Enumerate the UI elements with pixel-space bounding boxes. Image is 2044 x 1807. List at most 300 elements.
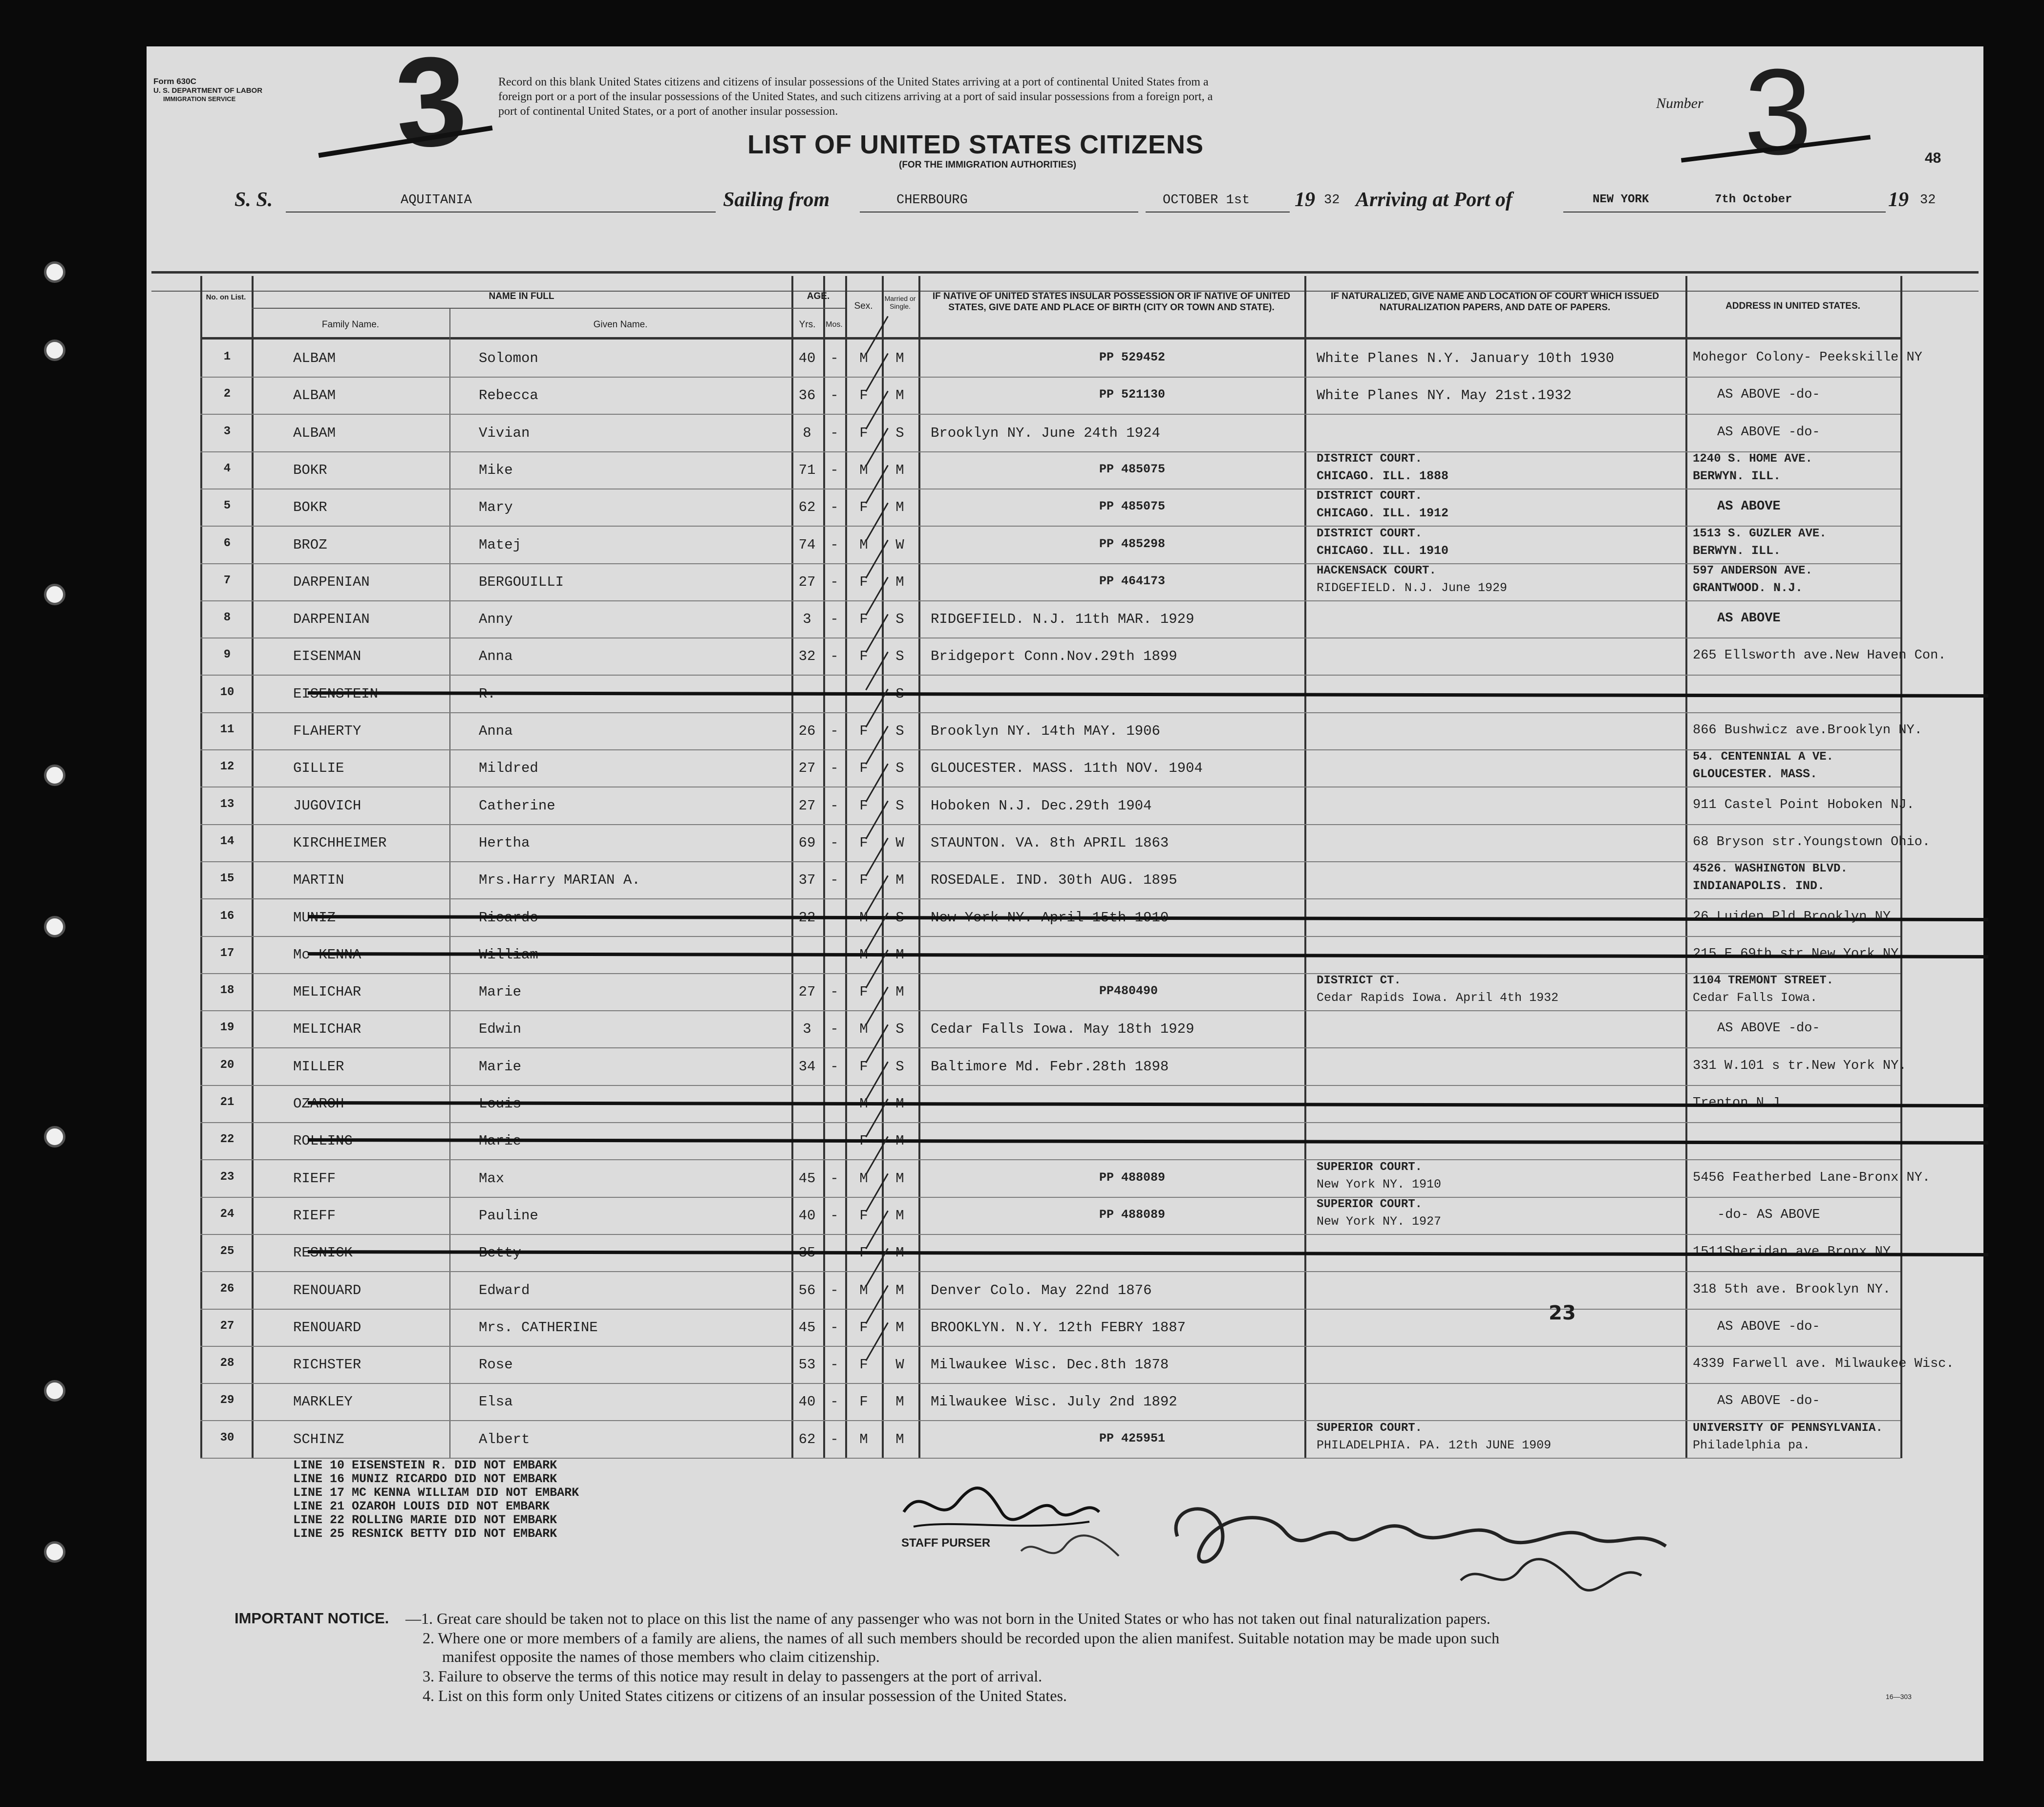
table-row: [147, 1122, 1983, 1159]
preamble: Record on this blank United States citizens and citizens of insular possessions of the United States arriving at a port of continental United States from a foreign port or a port of the insular possessions of the United States, and such citizens arriving at a port of said insular possessions from a foreign port, a port of continental United States, or a port of another insular possession.: [498, 76, 1213, 118]
age-months: -: [830, 1282, 839, 1298]
list-number: 13: [220, 797, 234, 811]
list-number: 11: [220, 723, 234, 736]
header-list-no: No. on List.: [206, 293, 246, 301]
address-line-1: 1240 S. HOME AVE.: [1693, 452, 1812, 466]
naturalization-court: DISTRICT CT.: [1317, 974, 1401, 988]
address-line-1: AS ABOVE: [1717, 611, 1781, 626]
sex: M: [859, 1021, 868, 1038]
age-months: -: [830, 760, 839, 777]
family-name: RENOUARD: [293, 1282, 362, 1298]
birth-info: Brooklyn NY. June 24th 1924: [931, 425, 1160, 441]
age-years: 35: [798, 1245, 816, 1261]
age-months: -: [830, 1394, 839, 1410]
header-name-in-full: NAME IN FULL: [489, 291, 554, 301]
family-name: ALBAM: [293, 425, 336, 441]
given-name: Elsa: [479, 1394, 513, 1410]
marital-status: M: [895, 946, 904, 963]
marital-status: M: [895, 1282, 904, 1298]
birth-info: PP 488089: [1099, 1207, 1166, 1222]
age-months: -: [830, 350, 839, 366]
punch-hole: [44, 1380, 65, 1402]
given-name: Edward: [479, 1282, 530, 1298]
list-number: 17: [220, 946, 234, 960]
age-years: 27: [798, 797, 816, 814]
sex: F: [859, 425, 868, 441]
sex: F: [859, 1394, 868, 1410]
table-row: [147, 1010, 1983, 1047]
table-row: [147, 787, 1983, 824]
address-line-2: GLOUCESTER. MASS.: [1693, 767, 1818, 782]
address-line-1: 4526. WASHINGTON BLVD.: [1693, 862, 1848, 876]
birth-info: Baltimore Md. Febr.28th 1898: [931, 1058, 1169, 1075]
given-name: Albert: [479, 1431, 530, 1447]
sex: M: [859, 946, 868, 963]
sex: F: [859, 648, 868, 665]
list-number: 7: [223, 574, 231, 587]
table-row: [147, 1085, 1983, 1122]
address-line-1: 26 Luiden Pld.Brooklyn NY.: [1693, 909, 1899, 924]
age-years: 53: [798, 1357, 816, 1373]
address-line-1: 331 W.101 s tr.New York NY.: [1693, 1058, 1907, 1073]
table-row: [147, 340, 1983, 377]
page-stamp: 48: [1925, 150, 1941, 166]
marital-status: S: [895, 797, 904, 814]
list-number: 5: [223, 499, 231, 513]
given-name: Louis: [479, 1096, 522, 1112]
given-name: Anna: [479, 723, 513, 739]
given-name: Pauline: [479, 1207, 538, 1224]
header-months: Mos.: [826, 320, 843, 329]
address-line-1: AS ABOVE -do-: [1717, 1319, 1820, 1334]
family-name: MARKLEY: [293, 1394, 353, 1410]
given-name: Solomon: [479, 350, 538, 366]
punch-hole: [44, 765, 65, 786]
table-row: [147, 1383, 1983, 1420]
age-months: -: [830, 1245, 839, 1261]
check-mark: [865, 316, 889, 355]
birth-info: PP 485075: [1099, 462, 1166, 476]
address-line-1: 68 Bryson str.Youngstown Ohio.: [1693, 834, 1931, 850]
age-months: -: [830, 425, 839, 441]
dne-line: LINE 10 EISENSTEIN R. DID NOT EMBARK: [293, 1458, 557, 1472]
family-name: Mc KENNA: [293, 946, 362, 963]
punch-hole: [44, 916, 65, 937]
birth-info: GLOUCESTER. MASS. 11th NOV. 1904: [931, 760, 1203, 777]
age-years: 71: [798, 462, 816, 478]
birth-info: Milwaukee Wisc. Dec.8th 1878: [931, 1357, 1169, 1373]
age-months: -: [830, 834, 839, 851]
family-name: BROZ: [293, 536, 327, 553]
given-name: BERGOUILLI: [479, 574, 564, 590]
sail-date: OCTOBER 1st: [1163, 193, 1250, 208]
list-number: 23: [220, 1170, 234, 1184]
punch-hole: [44, 1541, 65, 1563]
table-row: [147, 936, 1983, 973]
marital-status: M: [895, 350, 904, 366]
header-naturalized: IF NATURALIZED, GIVE NAME AND LOCATION OF COURT WHICH ISSUED NATURALIZATION PAPERS, AND DATE OF PAPERS.: [1330, 291, 1659, 313]
age-months: -: [830, 797, 839, 814]
age-months: -: [830, 984, 839, 1000]
address-line-1: AS ABOVE -do-: [1717, 425, 1820, 440]
birth-info: PP 488089: [1099, 1170, 1166, 1185]
given-name: Rebecca: [479, 387, 538, 404]
list-number: 4: [223, 462, 231, 475]
naturalization-detail: CHICAGO. ILL. 1910: [1317, 543, 1449, 558]
naturalization-detail: New York NY. 1910: [1317, 1177, 1442, 1191]
address-line-1: -do- AS ABOVE: [1717, 1207, 1820, 1222]
department: U. S. DEPARTMENT OF LABOR: [153, 86, 263, 95]
age-years: 3: [803, 611, 811, 628]
sex: F: [859, 872, 868, 889]
family-name: ALBAM: [293, 387, 336, 404]
address-line-1: 54. CENTENNIAL A VE.: [1693, 750, 1834, 764]
naturalization-court: SUPERIOR COURT.: [1317, 1197, 1423, 1211]
arrival-year: 32: [1920, 193, 1936, 208]
age-months: -: [830, 387, 839, 404]
address-line-1: 1513 S. GUZLER AVE.: [1693, 527, 1827, 540]
marital-status: S: [895, 1021, 904, 1038]
naturalization-court: SUPERIOR COURT.: [1317, 1421, 1423, 1435]
sex: M: [859, 1170, 868, 1187]
list-number: 22: [220, 1133, 234, 1147]
family-name: BOKR: [293, 499, 327, 516]
page-subtitle: (FOR THE IMMIGRATION AUTHORITIES): [899, 160, 1077, 170]
address-line-2: Philadelphia pa.: [1693, 1438, 1810, 1452]
sex: F: [859, 834, 868, 851]
sex: F: [859, 499, 868, 516]
punch-hole: [44, 584, 65, 605]
header-family-name: Family Name.: [321, 319, 380, 330]
family-name: GILLIE: [293, 760, 344, 777]
age-years: 32: [798, 648, 816, 665]
family-name: DARPENIAN: [293, 611, 370, 628]
age-years: 37: [798, 872, 816, 889]
naturalization-court: DISTRICT COURT.: [1317, 527, 1423, 540]
header-sex: Sex.: [854, 301, 873, 311]
table-row: [147, 1234, 1983, 1271]
sex: F: [859, 797, 868, 814]
age-months: -: [830, 574, 839, 590]
table-row: [147, 526, 1983, 563]
sex: M: [859, 909, 868, 926]
table-row: [147, 1272, 1983, 1309]
given-name: Vivian: [479, 425, 530, 441]
table-row: [147, 1197, 1983, 1234]
age-months: -: [830, 536, 839, 553]
naturalization-court: SUPERIOR COURT.: [1317, 1160, 1423, 1174]
marital-status: S: [895, 723, 904, 739]
sex: M: [859, 462, 868, 478]
given-name: Ricardo: [479, 909, 538, 926]
table-row: [147, 861, 1983, 898]
birth-info: New York NY. April 15th 1910: [931, 909, 1169, 926]
marital-status: M: [895, 1096, 904, 1112]
table-row: [147, 638, 1983, 675]
header-years: Yrs.: [799, 319, 816, 330]
naturalization-court: White Planes NY. May 21st.1932: [1317, 387, 1572, 404]
notice-item-4: 4. List on this form only United States citizens or citizens of an insular possession of the United States.: [423, 1687, 1067, 1704]
address-line-1: 597 ANDERSON AVE.: [1693, 564, 1812, 577]
table-row: [147, 824, 1983, 861]
address-line-2: BERWYN. ILL.: [1693, 468, 1781, 483]
table-row: [147, 1346, 1983, 1383]
age-years: 27: [798, 984, 816, 1000]
sex: F: [859, 1058, 868, 1075]
given-name: Anny: [479, 611, 513, 628]
table-row: [147, 1048, 1983, 1085]
given-name: R.: [479, 685, 496, 702]
table-row: [147, 414, 1983, 451]
family-name: DARPENIAN: [293, 574, 370, 590]
address-line-1: Trenton N.J.: [1693, 1096, 1788, 1110]
list-number: 16: [220, 909, 234, 923]
birth-info: PP480490: [1099, 984, 1158, 999]
birth-info: PP 485298: [1099, 536, 1166, 551]
family-name: RENOUARD: [293, 1319, 362, 1336]
list-number: 9: [223, 648, 231, 662]
staff-purser-label: STAFF PURSER: [901, 1536, 991, 1550]
address-line-1: AS ABOVE -do-: [1717, 1021, 1820, 1036]
sex: F: [859, 984, 868, 1000]
sail-year: 32: [1324, 193, 1340, 208]
form-number: Form 630C: [153, 77, 196, 86]
given-name: Mike: [479, 462, 513, 478]
sex: M: [859, 536, 868, 553]
age-months: -: [830, 723, 839, 739]
list-number: 28: [220, 1357, 234, 1370]
marital-status: M: [895, 1207, 904, 1224]
age-months: -: [830, 1431, 839, 1447]
sailing-label: Sailing from: [723, 189, 830, 211]
annotation-number: 23: [1549, 1302, 1576, 1324]
sex: M: [859, 350, 868, 366]
dne-line: LINE 16 MUNIZ RICARDO DID NOT EMBARK: [293, 1472, 557, 1486]
address-line-1: 318 5th ave. Brooklyn NY.: [1693, 1282, 1891, 1297]
naturalization-court: DISTRICT COURT.: [1317, 489, 1423, 503]
family-name: SCHINZ: [293, 1431, 344, 1447]
age-years: 22: [798, 909, 816, 926]
dne-line: LINE 21 OZAROH LOUIS DID NOT EMBARK: [293, 1499, 550, 1513]
birth-info: PP 464173: [1099, 574, 1166, 588]
sex: F: [859, 1245, 868, 1261]
family-name: OZAROH: [293, 1096, 344, 1112]
table-row: [147, 600, 1983, 638]
arrival-port: NEW YORK: [1593, 193, 1649, 206]
table-row: [147, 1160, 1983, 1197]
birth-info: RIDGEFIELD. N.J. 11th MAR. 1929: [931, 611, 1194, 628]
birth-info: PP 521130: [1099, 387, 1166, 402]
sex: F: [859, 760, 868, 777]
header-age: AGE.: [807, 291, 830, 301]
sex: F: [859, 1357, 868, 1373]
from-port: CHERBOURG: [896, 193, 968, 208]
age-months: -: [830, 1058, 839, 1075]
marital-status: M: [895, 872, 904, 889]
given-name: Mrs. CATHERINE: [479, 1319, 598, 1336]
given-name: Mildred: [479, 760, 538, 777]
age-months: -: [830, 499, 839, 516]
marital-status: M: [895, 1319, 904, 1336]
age-months: -: [830, 648, 839, 665]
list-number: 25: [220, 1245, 234, 1258]
sex: F: [859, 611, 868, 628]
family-name: MELICHAR: [293, 1021, 362, 1038]
marital-status: S: [895, 425, 904, 441]
marital-status: S: [895, 611, 904, 628]
marital-status: S: [895, 648, 904, 665]
family-name: BOKR: [293, 462, 327, 478]
naturalization-detail: CHICAGO. ILL. 1912: [1317, 506, 1449, 521]
list-number: 18: [220, 984, 234, 998]
number-value: 3: [1744, 43, 1812, 180]
punch-hole: [44, 261, 65, 283]
header-married-single: Married or Single.: [884, 295, 916, 310]
given-name: Max: [479, 1170, 505, 1187]
given-name: Marie: [479, 1133, 522, 1149]
family-name: MELICHAR: [293, 984, 362, 1000]
notice-item-1: —1. Great care should be taken not to place on this list the name of any passenger who was not born in the United States or who has not taken out final naturalization papers.: [405, 1610, 1490, 1627]
footer-code: 16—303: [1886, 1693, 1912, 1701]
given-name: Matej: [479, 536, 522, 553]
naturalization-detail: Cedar Rapids Iowa. April 4th 1932: [1317, 991, 1559, 1005]
marital-status: M: [895, 984, 904, 1000]
list-number: 3: [223, 425, 231, 438]
age-years: 8: [803, 425, 811, 441]
punch-hole: [44, 340, 65, 361]
table-row: [147, 489, 1983, 526]
marital-status: M: [895, 462, 904, 478]
age-years: 40: [798, 350, 816, 366]
family-name: EISENMAN: [293, 648, 362, 665]
age-years: 36: [798, 387, 816, 404]
naturalization-court: HACKENSACK COURT.: [1317, 564, 1436, 577]
year-prefix: 19: [1295, 189, 1315, 211]
given-name: William: [479, 946, 538, 963]
notice-label: IMPORTANT NOTICE.: [234, 1610, 389, 1627]
given-name: Catherine: [479, 797, 555, 814]
age-years: 56: [798, 1282, 816, 1298]
age-months: -: [830, 1170, 839, 1187]
marital-status: S: [895, 760, 904, 777]
family-name: ROLLING: [293, 1133, 353, 1149]
sex: F: [859, 1207, 868, 1224]
dne-line: LINE 22 ROLLING MARIE DID NOT EMBARK: [293, 1513, 557, 1527]
address-line-2: Cedar Falls Iowa.: [1693, 991, 1818, 1005]
age-years: 45: [798, 1170, 816, 1187]
age-years: 62: [798, 1431, 816, 1447]
age-years: 74: [798, 536, 816, 553]
family-name: RICHSTER: [293, 1357, 362, 1373]
officer-signature: [1158, 1478, 1793, 1605]
address-line-2: GRANTWOOD. N.J.: [1693, 580, 1803, 595]
marital-status: M: [895, 1245, 904, 1261]
list-number: 21: [220, 1096, 234, 1109]
table-row: [147, 973, 1983, 1010]
family-name: RESNICK: [293, 1245, 353, 1261]
list-number: 29: [220, 1394, 234, 1407]
marital-status: S: [895, 1058, 904, 1075]
notice-item-2b: manifest opposite the names of those members who claim citizenship.: [442, 1648, 880, 1665]
dne-line: LINE 17 MC KENNA WILLIAM DID NOT EMBARK: [293, 1486, 579, 1500]
given-name: Hertha: [479, 834, 530, 851]
marital-status: W: [895, 1357, 904, 1373]
age-months: -: [830, 1021, 839, 1038]
age-months: -: [830, 872, 839, 889]
list-number: 26: [220, 1282, 234, 1296]
list-number: 6: [223, 536, 231, 550]
address-line-1: UNIVERSITY OF PENNSYLVANIA.: [1693, 1421, 1883, 1435]
dne-line: LINE 25 RESNICK BETTY DID NOT EMBARK: [293, 1527, 557, 1541]
list-number: 24: [220, 1207, 234, 1221]
birth-info: BROOKLYN. N.Y. 12th FEBRY 1887: [931, 1319, 1186, 1336]
list-number: 2: [223, 387, 231, 401]
marital-status: M: [895, 387, 904, 404]
address-line-1: Mohegor Colony- Peekskille NY: [1693, 350, 1922, 365]
notice-item-3: 3. Failure to observe the terms of this notice may result in delay to passengers at the port of arrival.: [423, 1667, 1043, 1685]
birth-info: PP 425951: [1099, 1431, 1166, 1446]
address-line-1: AS ABOVE -do-: [1717, 387, 1820, 403]
service: IMMIGRATION SERVICE: [163, 95, 236, 103]
table-row: [147, 1421, 1983, 1458]
marital-status: W: [895, 834, 904, 851]
age-years: 45: [798, 1319, 816, 1336]
family-name: RIEFF: [293, 1207, 336, 1224]
purser-signature: [894, 1473, 1168, 1571]
family-name: FLAHERTY: [293, 723, 362, 739]
arriving-label: Arriving at Port of: [1356, 189, 1512, 211]
birth-info: Hoboken N.J. Dec.29th 1904: [931, 797, 1152, 814]
birth-info: STAUNTON. VA. 8th APRIL 1863: [931, 834, 1169, 851]
marital-status: M: [895, 1394, 904, 1410]
table-row: [147, 377, 1983, 414]
family-name: MUNIZ: [293, 909, 336, 926]
table-row: [147, 712, 1983, 749]
naturalization-court: DISTRICT COURT.: [1317, 452, 1423, 466]
sex: F: [859, 574, 868, 590]
list-number: 8: [223, 611, 231, 625]
list-number: 15: [220, 872, 234, 886]
given-name: Edwin: [479, 1021, 522, 1038]
birth-info: Denver Colo. May 22nd 1876: [931, 1282, 1152, 1298]
list-number: 14: [220, 834, 234, 848]
punch-hole: [44, 1126, 65, 1148]
table-row: [147, 899, 1983, 936]
header-address: ADDRESS IN UNITED STATES.: [1725, 301, 1860, 311]
list-number: 30: [220, 1431, 234, 1445]
sex: F: [859, 723, 868, 739]
notice-item-2: 2. Where one or more members of a family are aliens, the names of all such members should be recorded upon the alien manifest. Suitable notation may be made upon such: [423, 1629, 1500, 1647]
big-handwritten-mark: 3: [392, 29, 470, 175]
table-row: [147, 1309, 1983, 1346]
marital-status: M: [895, 1133, 904, 1149]
age-years: 69: [798, 834, 816, 851]
naturalization-detail: New York NY. 1927: [1317, 1214, 1442, 1229]
address-line-2: INDIANAPOLIS. IND.: [1693, 879, 1825, 893]
sex: M: [859, 1282, 868, 1298]
marital-status: M: [895, 1431, 904, 1447]
list-number: 19: [220, 1021, 234, 1035]
birth-info: PP 529452: [1099, 350, 1166, 364]
family-name: MILLER: [293, 1058, 344, 1075]
number-label: Number: [1656, 95, 1703, 111]
given-name: Mary: [479, 499, 513, 516]
address-line-1: AS ABOVE -do-: [1717, 1394, 1820, 1409]
family-name: RIEFF: [293, 1170, 336, 1187]
birth-info: Brooklyn NY. 14th MAY. 1906: [931, 723, 1160, 739]
age-years: 27: [798, 574, 816, 590]
given-name: Rose: [479, 1357, 513, 1373]
